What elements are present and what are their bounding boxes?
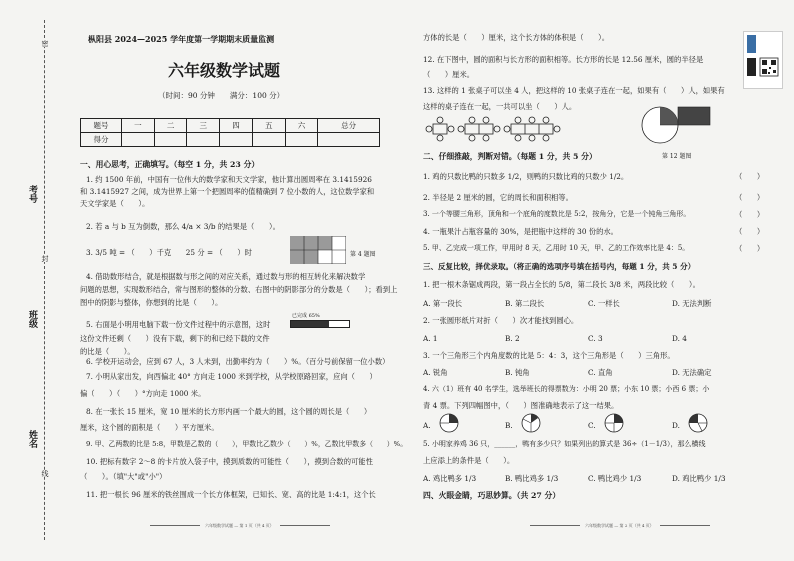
figure-12: [640, 103, 715, 148]
seal-line: [44, 20, 45, 540]
figure-4-grid: [290, 236, 346, 264]
seal-mark-3: 线: [41, 470, 49, 477]
choice-2-opt-a[interactable]: A. 1: [423, 334, 438, 343]
choice-5-opt-c[interactable]: C. 鸭比鸡少 1/3: [588, 474, 642, 483]
q5-line1: 5. 右面是小明用电脑下载一份文件过程中的示意图，这时: [86, 320, 271, 329]
q4-line1: 4. 借助数形结合，就是根据数与形之间的对应关系，通过数与形的相互转化来解决数学: [86, 272, 366, 281]
q10-line1: 10. 把标有数字 2～8 的卡片放入袋子中，摸到质数的可能性（ ），摸到合数的可能性: [86, 457, 373, 466]
judge-2: 2. 半径是 2 厘米的圆，它的周长和面积相等。: [423, 193, 573, 202]
download-progress-bar: [290, 320, 350, 328]
pie-option-d[interactable]: [687, 412, 709, 434]
choice-3-opt-a[interactable]: A. 锐角: [423, 368, 448, 377]
q7-line2: 偏（ ）（ ）°方向走 1000 米。: [80, 389, 206, 398]
pie-option-c[interactable]: [603, 412, 625, 434]
score-cell[interactable]: [154, 133, 187, 147]
score-col: 四: [220, 119, 253, 133]
judge-1: 1. 鸡的只数比鸭的只数多 1/2，则鸭的只数比鸡的只数少 1/2。: [423, 172, 629, 181]
choice-3-opt-b[interactable]: B. 钝角: [505, 368, 530, 377]
choice-4-line1: 4. 六（1）班有 40 名学生，选举班长的得票数为：小明 20 票；小东 10 票；小西 6 票；小: [423, 385, 710, 393]
score-col: 六: [285, 119, 318, 133]
label-name: 姓名: [27, 430, 37, 448]
table-seating-figure: [425, 115, 640, 143]
qr-code[interactable]: [743, 31, 783, 89]
choice-3: 3. 一个三角形三个内角度数的比是 5：4：3，这个三角形是（ ）三角形。: [423, 351, 675, 360]
score-cell[interactable]: [187, 133, 220, 147]
section-2-heading: 二、仔细推敲，判断对错。（每题 1 分，共 5 分）: [423, 152, 597, 161]
score-value-row: [81, 133, 380, 147]
qr-code-icon: [744, 32, 782, 88]
choice-1-opt-b[interactable]: B. 第二段长: [505, 299, 545, 308]
choice-5-line1: 5. 小明家养鸡 36 只，______，鸭有多少只？如果列出的算式是 36÷（1－1/3），那么横线: [423, 440, 706, 448]
choice-2-opt-c[interactable]: C. 3: [588, 334, 603, 343]
q12-line2: （ ）厘米。: [423, 70, 475, 79]
choice-3-opt-d[interactable]: D. 无法确定: [672, 368, 712, 377]
score-table: [80, 118, 380, 147]
choice-3-opt-c[interactable]: C. 直角: [588, 368, 613, 377]
q9-text: 9. 甲、乙两数的比是 5:8，甲数是乙数的（ ），甲数比乙数少（ ）%，乙数比甲数多（ ）%。: [86, 440, 408, 448]
judge-1-answer[interactable]: （ ）: [735, 172, 765, 181]
q7-line1: 7. 小明从家出发，向西偏北 40° 方向走 1000 米到学校，从学校原路回家，应向（ ）: [86, 372, 377, 381]
q4-line3: 图中的阴影与整体，你想到的比是（ ）。: [80, 298, 223, 307]
choice-4-opt-b[interactable]: B.: [505, 421, 513, 430]
score-cell[interactable]: [220, 133, 253, 147]
pie-option-b[interactable]: [520, 412, 542, 434]
choice-4-line2: 青 4 票。下列四幅图中，（ ）图准确地表示了这一结果。: [423, 401, 619, 410]
judge-5-answer[interactable]: （ ）: [735, 244, 765, 253]
choice-4-opt-a[interactable]: A.: [423, 421, 431, 430]
q1-line3: 天文学家是（ ）。: [80, 199, 150, 208]
label-exam-number: 考号: [27, 185, 37, 203]
q10-line2: （ ）。（填"大"或"小"）: [80, 472, 167, 481]
footer-left: 六年级数学试题 — 第 1 页（共 4 页）: [205, 523, 274, 528]
section-1-heading: 一、用心思考，正确填写。（每空 1 分，共 23 分）: [80, 160, 260, 169]
choice-5-opt-a[interactable]: A. 鸡比鸭多 1/3: [423, 474, 477, 483]
choice-2-opt-b[interactable]: B. 2: [505, 334, 520, 343]
choice-5-opt-b[interactable]: B. 鸭比鸡多 1/3: [505, 474, 559, 483]
q8-line2: 厘米，这个圆的面积是（ ）平方厘米。: [80, 423, 219, 432]
footer-rule: [150, 525, 200, 526]
q2-text: 2. 若 a 与 b 互为倒数，那么 4/a × 3/b 的结果是（ ）。: [86, 222, 280, 231]
footer-rule: [660, 525, 710, 526]
section-4-heading: 四、火眼金睛，巧思妙算。（共 27 分）: [423, 491, 561, 500]
q12-line1: 12. 在下图中，圆的面积与长方形的面积相等。长方形的长是 12.56 厘米，圆的半径是: [423, 55, 704, 64]
figure-4-caption: 第 4 题图: [350, 251, 376, 258]
exam-info: （时间：90 分钟 满分：100 分）: [158, 91, 285, 100]
progress-fill: [291, 321, 329, 327]
choice-2-opt-d[interactable]: D. 4: [672, 334, 687, 343]
q3-text: 3. 3/5 吨 = （ ）千克 25 分 = （ ）时: [86, 248, 252, 257]
q13-line2: 这样的桌子连在一起，一共可以坐（ ）人。: [423, 102, 577, 111]
q13-line1: 13. 这样的 1 张桌子可以坐 4 人，把这样的 10 张桌子连在一起，如果有（ ）人，如果有: [423, 86, 725, 95]
score-header-row: [81, 119, 380, 133]
section-3-heading: 三、反复比较，择优录取。（将正确的选项序号填在括号内，每题 1 分，共 5 分）: [423, 262, 696, 271]
score-col: 五: [252, 119, 285, 133]
score-row-header: 题号: [81, 119, 122, 133]
choice-4-opt-d[interactable]: D.: [672, 421, 680, 430]
judge-3-answer[interactable]: （ ）: [735, 210, 765, 219]
score-col: 三: [187, 119, 220, 133]
score-cell[interactable]: [285, 133, 318, 147]
score-cell[interactable]: [122, 133, 155, 147]
judge-4-answer[interactable]: （ ）: [735, 227, 765, 236]
judge-3: 3. 一个等腰三角形，顶角和一个底角的度数比是 5:2，按角分，它是一个钝角三角形。: [423, 210, 691, 218]
footer-right: 六年级数学试题 — 第 2 页（共 4 页）: [585, 523, 654, 528]
q1-line1: 1. 约 1500 年前，中国有一位伟大的数学家和天文学家，他计算出圆周率在 3.1415926: [86, 175, 372, 184]
q5-line3: 的比是（ ）。: [80, 347, 135, 356]
judge-2-answer[interactable]: （ ）: [735, 193, 765, 202]
seal-mark-1: 密: [41, 40, 49, 47]
figure-12-caption: 第 12 题图: [662, 153, 692, 160]
choice-5-opt-d[interactable]: D. 鸡比鸭少 1/3: [672, 474, 726, 483]
progress-label: 已完成 65%: [292, 313, 320, 319]
choice-5-line2: 上应添上的条件是（ ）。: [423, 456, 515, 465]
q8-line1: 8. 在一张长 15 厘米，宽 10 厘米的长方形内画一个最大的圆，这个圆的周长是（ ）: [86, 407, 372, 416]
judge-5: 5. 甲、乙完成一项工作，甲用时 8 天，乙用时 10 天，甲、乙的工作效率比是 4：5。: [423, 244, 690, 252]
score-col: 二: [154, 119, 187, 133]
score-row-header: 得分: [81, 133, 122, 147]
judge-4: 4. 一瓶果汁占瓶容量的 30%，是把瓶中这样的 30 份的水。: [423, 227, 618, 236]
q6-text: 6. 学校开运动会，应到 67 人，3 人未到，出勤率约为（ ）%。（百分号前保留一位小数）: [86, 357, 390, 366]
label-class: 班级: [27, 310, 37, 328]
choice-1-opt-c[interactable]: C. 一样长: [588, 299, 620, 308]
q5-line2: 这份文件还剩（ ）没有下载，剩下的和已经下载的文件: [80, 334, 270, 343]
choice-1-opt-a[interactable]: A. 第一段长: [423, 299, 463, 308]
footer-rule: [530, 525, 580, 526]
footer-rule: [280, 525, 330, 526]
score-col: 一: [122, 119, 155, 133]
exam-name: 枞阳县 2024—2025 学年度第一学期期末质量监测: [88, 34, 275, 44]
q11-line1: 11. 把一根长 96 厘米的铁丝围成一个长方体框架，已知长、宽、高的比是 1:4:1，这个长: [86, 490, 376, 499]
score-col: 总分: [318, 119, 380, 133]
choice-4-opt-c[interactable]: C.: [588, 421, 596, 430]
choice-2: 2. 一张圆形纸片对折（ ）次才能找到圆心。: [423, 316, 579, 325]
binding-margin: [0, 0, 62, 561]
q4-line2: 问题的思想，实现数形结合，常与图形的整体的分数、右图中的阴影部分的分数是（ ）；看到上: [80, 285, 398, 294]
pie-option-a[interactable]: [438, 412, 460, 434]
score-cell[interactable]: [252, 133, 285, 147]
q11-line2: 方体的长是（ ）厘米，这个长方体的体积是（ ）。: [423, 33, 610, 42]
page-title: 六年级数学试题: [168, 61, 281, 80]
score-cell[interactable]: [318, 133, 380, 147]
choice-1-opt-d[interactable]: D. 无法判断: [672, 299, 712, 308]
q1-line2: 和 3.1415927 之间，成为世界上第一个把圆周率的值精确到 7 位小数的人，这位数学家和: [80, 187, 375, 196]
seal-mark-2: 封: [41, 255, 49, 262]
choice-1: 1. 把一根木条锯成两段，第一段占全长的 5/8，第二段长 3/8 米，两段比较（ ）。: [423, 280, 700, 289]
